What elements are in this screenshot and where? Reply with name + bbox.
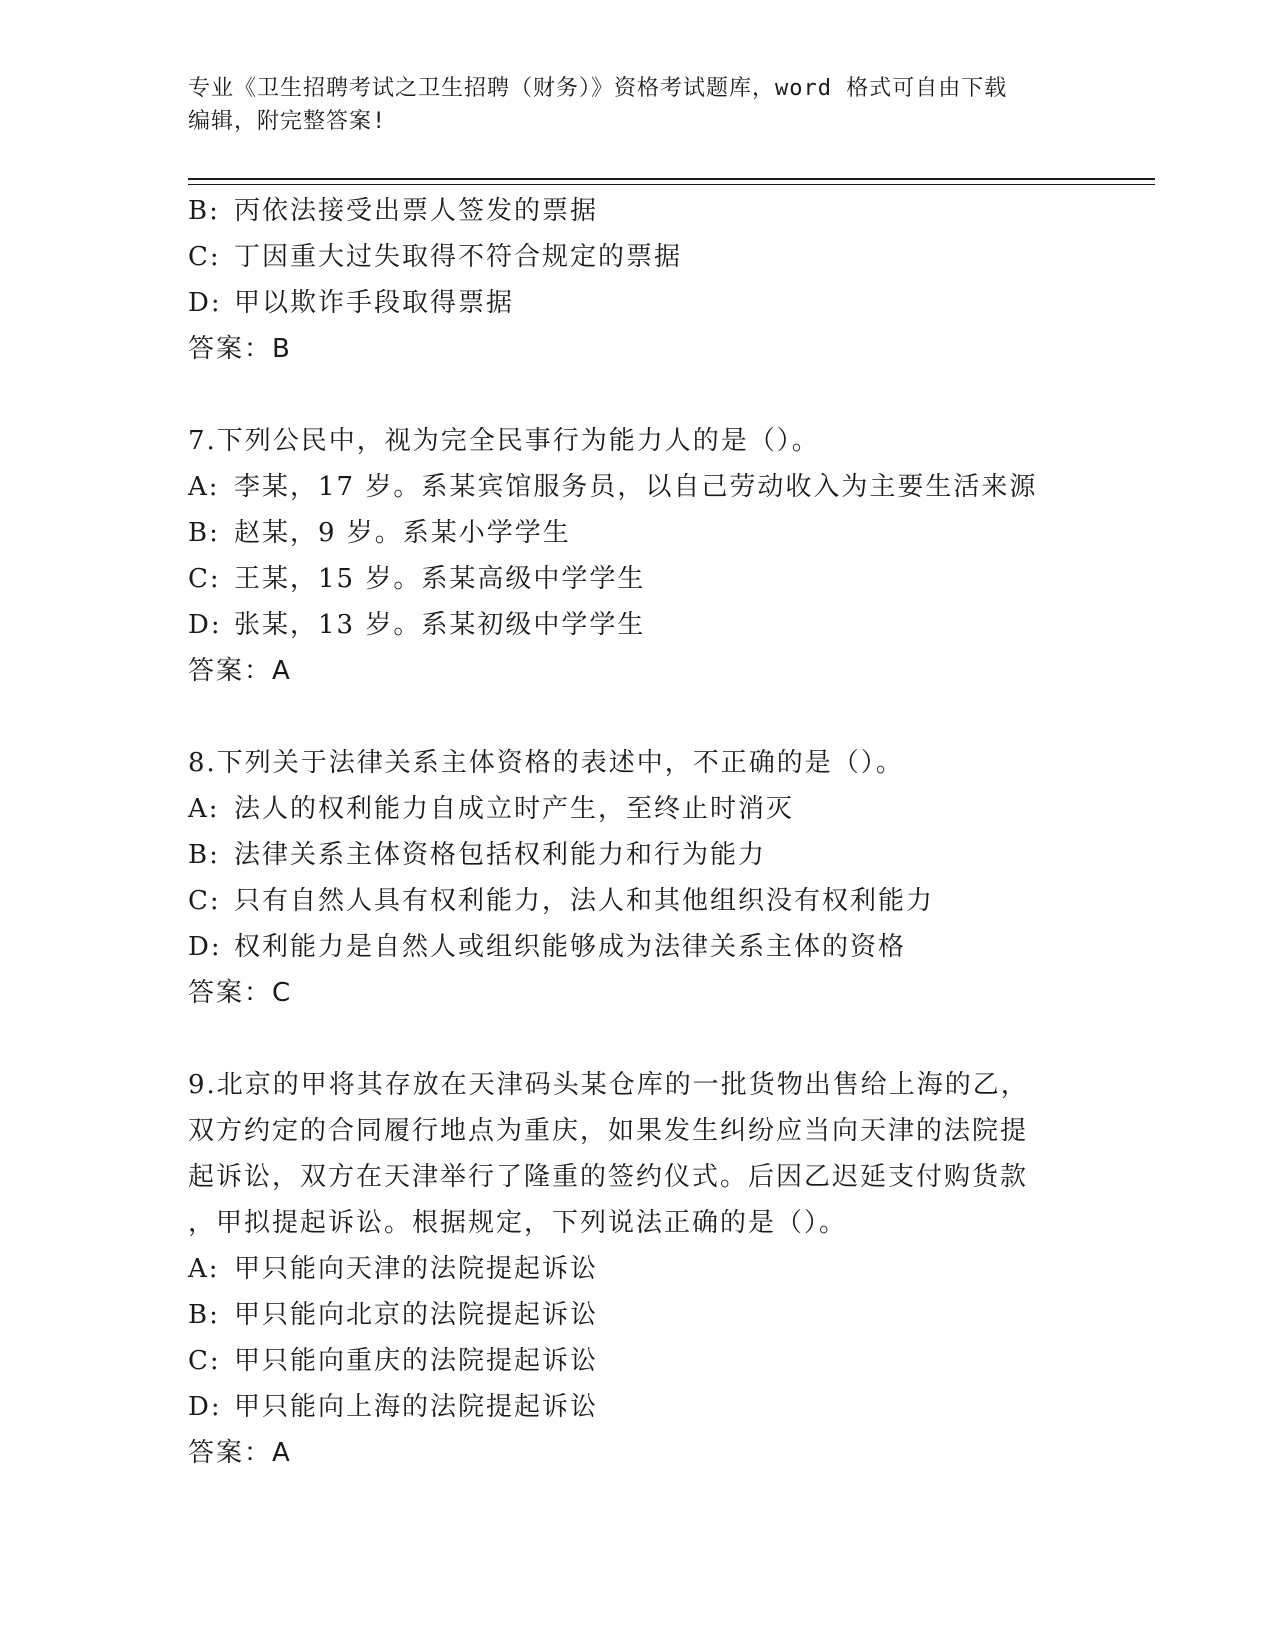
option-d [188,602,1088,648]
option-text: 张某，13 岁。系某初级中学学生 [234,610,646,640]
header-line-2: 编辑，附完整答案! [188,109,387,134]
page-header [188,72,1088,138]
option-letter: B: [188,840,220,870]
option-text: 法律关系主体资格包括权利能力和行为能力 [234,840,767,870]
header-line-1: 专业《卫生招聘考试之卫生招聘（财务）》资格考试题库，word 格式可自由下载 [188,76,1008,101]
option-letter: B: [188,518,220,548]
answer-line: 答案：B [188,334,292,364]
question-8 [188,740,1088,1016]
option-letter: D: [188,610,222,640]
option-text: 权利能力是自然人或组织能够成为法律关系主体的资格 [234,932,907,962]
option-text: 甲只能向天津的法院提起诉讼 [234,1254,599,1284]
question-stem: 8.下列关于法律关系主体资格的表述中，不正确的是（）。 [188,748,904,778]
option-letter: B: [188,1300,220,1330]
option-b [188,832,1088,878]
option-text: 甲只能向北京的法院提起诉讼 [234,1300,599,1330]
option-a [188,464,1088,510]
answer-line: 答案：C [188,978,293,1008]
option-letter: D: [188,288,222,318]
option-letter: C: [188,1346,221,1376]
question-content [188,188,1088,1476]
option-text: 赵某，9 岁。系某小学学生 [234,518,571,548]
option-text: 法人的权利能力自成立时产生，至终止时消灭 [234,794,795,824]
option-letter: C: [188,242,221,272]
answer-line: 答案：A [188,1438,292,1468]
header-divider-thin [188,184,1155,185]
option-letter: C: [188,886,221,916]
option-text: 甲只能向重庆的法院提起诉讼 [234,1346,599,1376]
spacer [188,372,1088,418]
option-text: 李某，17 岁。系某宾馆服务员，以自己劳动收入为主要生活来源 [234,472,1038,502]
option-letter: D: [188,1392,222,1422]
option-letter: A: [188,472,220,502]
option-a [188,1246,1088,1292]
header-divider-thick [188,178,1155,180]
answer-line: 答案：A [188,656,292,686]
question-stem-line: 起诉讼，双方在天津举行了隆重的签约仪式。后因乙迟延支付购货款 [188,1162,1029,1192]
option-letter: C: [188,564,221,594]
question-stem-line: 双方约定的合同履行地点为重庆，如果发生纠纷应当向天津的法院提 [188,1116,1029,1146]
option-c [188,234,1088,280]
option-d [188,280,1088,326]
option-letter: D: [188,932,222,962]
option-letter: A: [188,1254,220,1284]
option-text: 丙依法接受出票人签发的票据 [234,196,599,226]
option-c [188,1338,1088,1384]
continued-question [188,188,1088,372]
option-a [188,786,1088,832]
option-letter: B: [188,196,220,226]
option-text: 只有自然人具有权利能力，法人和其他组织没有权利能力 [234,886,935,916]
option-b [188,510,1088,556]
option-text: 王某，15 岁。系某高级中学学生 [234,564,646,594]
option-text: 甲只能向上海的法院提起诉讼 [234,1392,599,1422]
question-stem-line: ，甲拟提起诉讼。根据规定，下列说法正确的是（）。 [188,1208,848,1238]
spacer [188,694,1088,740]
option-c [188,878,1088,924]
option-d [188,924,1088,970]
question-stem: 7.下列公民中，视为完全民事行为能力人的是（）。 [188,426,820,456]
question-stem-line: 9.北京的甲将其存放在天津码头某仓库的一批货物出售给上海的乙， [188,1070,1029,1100]
question-9 [188,1062,1088,1476]
option-letter: A: [188,794,220,824]
option-text: 甲以欺诈手段取得票据 [234,288,515,318]
question-7 [188,418,1088,694]
option-b [188,188,1088,234]
option-b [188,1292,1088,1338]
option-d [188,1384,1088,1430]
spacer [188,1016,1088,1062]
option-text: 丁因重大过失取得不符合规定的票据 [234,242,683,272]
option-c [188,556,1088,602]
